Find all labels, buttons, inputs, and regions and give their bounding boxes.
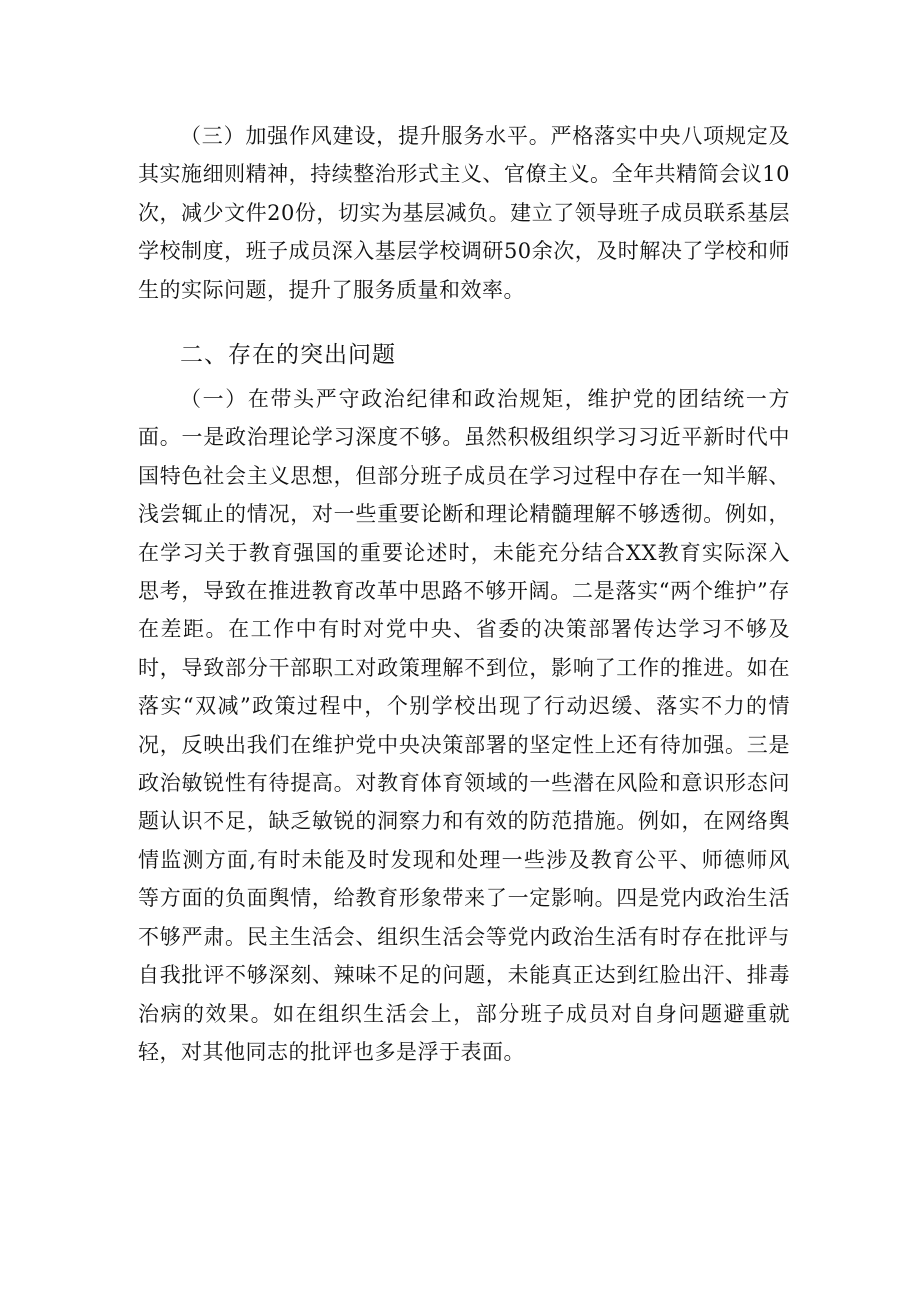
paragraph-service-improvement: （三）加强作风建设，提升服务水平。严格落实中央八项规定及其实施细则精神，持续整治形式主义、官僚主义。全年共精简会议10次，减少文件20份，切实为基层减负。建立了领导班子成员联系基层学校制度，班子成员深入基层学校调研50余次，及时解决了学校和师生的实际问题，提升了服务质量和效率。 <box>138 124 790 302</box>
paragraph-political-discipline: （一）在带头严守政治纪律和政治规矩，维护党的团结统一方面。一是政治理论学习深度不够。虽然积极组织学习习近平新时代中国特色社会主义思想，但部分班子成员在学习过程中存在一知半解、浅尝辄止的情况，对一些重要论断和理论精髓理解不够透彻。例如，在学习关于教育强国的重要论述时，未能充分结合XX教育实际深入思考，导致在推进教育改革中思路不够开阔。二是落实“两个维护”存在差距。在工作中有时对党中央、省委的决策部署传达学习不够及时，导致部分干部职工对政策理解不到位，影响了工作的推进。如在落实“双减”政策过程中，个别学校出现了行动迟缓、落实不力的情况，反映出我们在维护党中央决策部署的坚定性上还有待加强。三是政治敏锐性有待提高。对教育体育领域的一些潜在风险和意识形态问题认识不足，缺乏敏锐的洞察力和有效的防范措施。例如，在网络舆情监测方面,有时未能及时发现和处理一些涉及教育公平、师德师风等方面的负面舆情，给教育形象带来了一定影响。四是党内政治生活不够严肃。民主生活会、组织生活会等党内政治生活有时存在批评与自我批评不够深刻、辣味不足的问题，未能真正达到红脸出汗、排毒治病的效果。如在组织生活会上，部分班子成员对自身问题避重就轻，对其他同志的批评也多是浮于表面。 <box>138 387 790 1064</box>
section-heading-prominent-issues: 二、存在的突出问题 <box>180 342 396 368</box>
